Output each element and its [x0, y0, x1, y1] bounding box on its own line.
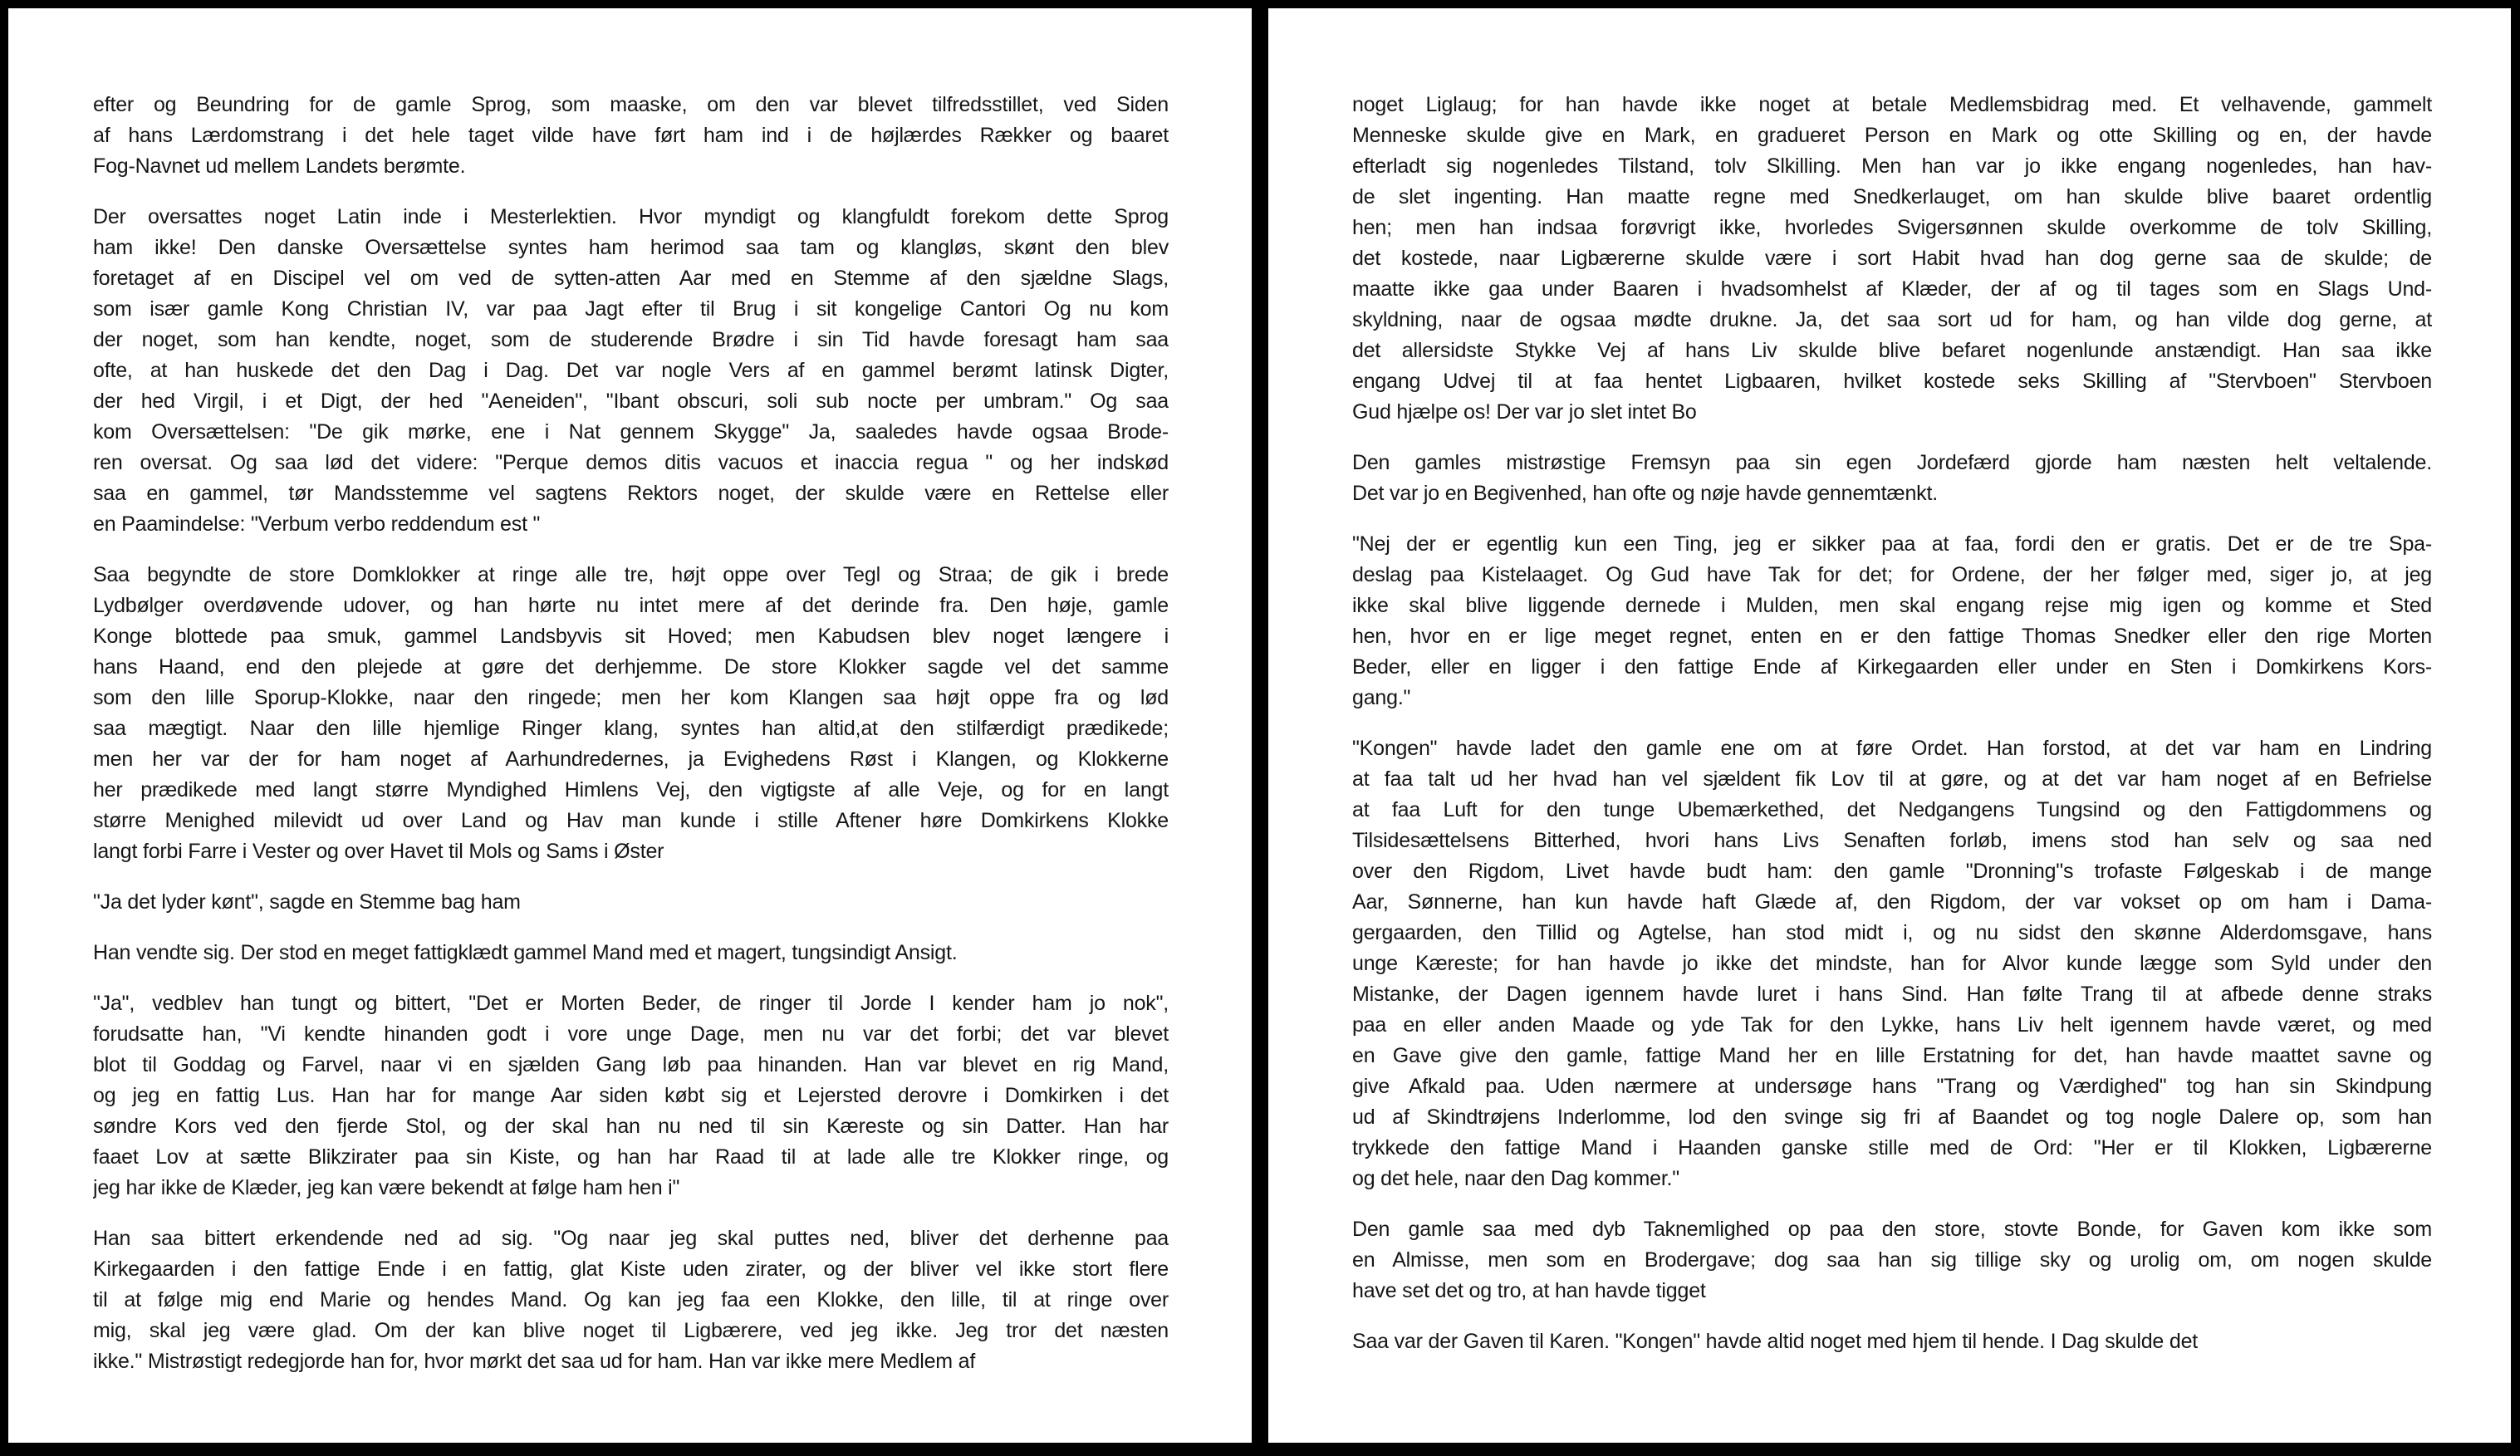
text-line: Saa var der Gaven til Karen. "Kongen" havde altid noget med hjem til hende. I Dag skulde det [1352, 1330, 2199, 1353]
text-line: langt forbi Farre i Vester og over Havet til Mols og Sams i Øster [93, 840, 664, 863]
text-line: Aar, Sønnerne, han kun havde haft Glæde af, den Rigdom, der var vokset op om ham i Dama- [1352, 890, 2432, 914]
text-line: en Paamindelse: "Verbum verbo reddendum est " [93, 512, 541, 536]
text-line: Det var jo en Begivenhed, han ofte og nøje havde gennemtænkt. [1352, 482, 1938, 505]
paragraph [1352, 733, 2432, 1194]
text-line: Menneske skulde give en Mark, en gradueret Person en Mark og otte Skilling og en, der havde [1352, 124, 2432, 147]
text-line: give Afkald paa. Uden nærmere at undersøge hans "Trang og Værdighed" tog han sin Skindpung [1352, 1075, 2432, 1098]
paragraph [1352, 448, 2432, 509]
text-line: jeg har ikke de Klæder, jeg kan være bekendt at følge ham hen i" [93, 1176, 680, 1199]
text-line: unge Kæreste; for han havde jo ikke det mindste, han for Alvor kunde lægge som Syld under den [1352, 952, 2432, 975]
text-line: søndre Kors ved den fjerde Stol, og der skal han nu ned til sin Kæreste og sin Datter. Han har [93, 1115, 1169, 1138]
text-line: gang." [1352, 686, 1411, 709]
text-line: have set det og tro, at han havde tigget [1352, 1279, 1706, 1302]
text-line: Fog-Navnet ud mellem Landets berømte. [93, 154, 466, 178]
text-line: en Gave give den gamle, fattige Mand her en lille Erstatning for det, han havde maattet savne og [1352, 1044, 2432, 1067]
text-line: hen; men han indsaa forøvrigt ikke, hvorledes Svigersønnen skulde overkomme de tolv Skilling, [1352, 216, 2432, 239]
text-line: større Menighed milevidt ud over Land og Hav man kunde i stille Aftener høre Domkirkens Klokke [93, 809, 1169, 832]
paragraph [93, 887, 1169, 918]
text-line: de slet ingenting. Han maatte regne med Snedkerlauget, om han skulde blive baaret ordentlig [1352, 185, 2432, 208]
text-line: og det hele, naar den Dag kommer." [1352, 1167, 1679, 1190]
text-line: mig, skal jeg være glad. Om der kan blive noget til Ligbærere, ved jeg ikke. Jeg tror det næsten [93, 1319, 1169, 1342]
text-line: Der oversattes noget Latin inde i Mesterlektien. Hvor myndigt og klangfuldt forekom dette Sprog [93, 205, 1169, 228]
text-line: ofte, at han huskede det den Dag i Dag. Det var nogle Vers af en gammel berømt latinsk Digter, [93, 359, 1169, 382]
text-line: som den lille Sporup-Klokke, naar den ringede; men her kom Klangen saa højt oppe fra og lød [93, 686, 1169, 709]
text-line: trykkede den fattige Mand i Haanden ganske stille med de Ord: "Her er til Klokken, Ligbærerne [1352, 1136, 2432, 1159]
text-line: engang Udvej til at faa hentet Ligbaaren, hvilket kostede seks Skilling af "Stervboen" Stervboen [1352, 370, 2432, 393]
text-line: Mistanke, der Dagen igennem havde luret i hans Sind. Han følte Trang til at afbede denne straks [1352, 983, 2432, 1006]
text-line: hans Haand, end den plejede at gøre det derhjemme. De store Klokker sagde vel det samme [93, 655, 1169, 679]
text-line: Konge blottede paa smuk, gammel Landsbyvis sit Hoved; men Kabudsen blev noget længere i [93, 625, 1169, 648]
paragraph [93, 988, 1169, 1204]
text-line: ikke skal blive liggende dernede i Mulden, men skal engang rejse mig igen og komme et Sted [1352, 594, 2432, 617]
text-line: Gud hjælpe os! Der var jo slet intet Bo [1352, 400, 1697, 424]
text-line: "Ja", vedblev han tungt og bittert, "Det er Morten Beder, de ringer til Jorde I kender ham jo nok", [93, 992, 1169, 1015]
text-line: efter og Beundring for de gamle Sprog, som maaske, om den var blevet tilfredsstillet, ved Siden [93, 93, 1169, 116]
page-left-text-column [93, 90, 1169, 1397]
text-line: Tilsidesættelsens Bitterhed, hvori hans Livs Senaften forløb, imens stod han selv og saa ned [1352, 829, 2432, 852]
paragraph [1352, 1326, 2432, 1357]
text-line: paa en eller anden Maade og yde Tak for den Lykke, hans Liv helt igennem havde været, og med [1352, 1013, 2432, 1037]
text-line: forudsatte han, "Vi kendte hinanden godt i vore unge Dage, men nu var det forbi; det var blevet [93, 1022, 1169, 1046]
text-line: ren oversat. Og saa lød det videre: "Perque demos ditis vacuos et inaccia regua " og her indskød [93, 451, 1169, 474]
paragraph [93, 202, 1169, 540]
text-line: foretaget af en Discipel vel om ved de sytten-atten Aar med en Stemme af den sjældne Slags, [93, 267, 1169, 290]
text-line: saa mægtigt. Naar den lille hjemlige Ringer klang, syntes han altid,at den stilfærdigt prædikede; [93, 717, 1169, 740]
text-line: "Ja det lyder kønt", sagde en Stemme bag ham [93, 890, 521, 914]
text-line: hen, hvor en er lige meget regnet, enten en er den fattige Thomas Snedker eller den rige Morten [1352, 625, 2432, 648]
text-line: at faa talt ud her hvad han vel sjældent fik Lov til at gøre, og at det var ham noget af en Befrielse [1352, 767, 2432, 791]
text-line: ikke." Mistrøstigt redegjorde han for, hvor mørkt det saa ud for ham. Han var ikke mere Medlem af [93, 1350, 976, 1373]
text-line: Den gamle saa med dyb Taknemlighed op paa den store, stovte Bonde, for Gaven kom ikke som [1352, 1218, 2432, 1241]
text-line: til at følge mig end Marie og hendes Mand. Og kan jeg faa een Klokke, den lille, til at ringe over [93, 1288, 1169, 1311]
page-right-text-column [1352, 90, 2432, 1377]
text-line: saa en gammel, tør Mandsstemme vel sagtens Rektors noget, der skulde være en Rettelse eller [93, 482, 1169, 505]
text-line: "Kongen" havde ladet den gamle ene om at føre Ordet. Han forstod, at det var ham en Lindring [1352, 737, 2432, 760]
text-line: maatte ikke gaa under Baaren i hvadsomhelst af Klæder, der af og til tages som en Slags Und- [1352, 277, 2432, 301]
text-line: Den gamles mistrøstige Fremsyn paa sin egen Jordefærd gjorde ham næsten helt veltalende. [1352, 451, 2432, 474]
text-line: deslag paa Kistelaaget. Og Gud have Tak for det; for Ordene, der her følger med, siger jo, at jeg [1352, 563, 2432, 586]
text-line: Han vendte sig. Der stod en meget fattigklædt gammel Mand med et magert, tungsindigt Ansigt. [93, 941, 958, 964]
scanned-page-left [8, 8, 1252, 1443]
text-line: af hans Lærdomstrang i det hele taget vilde have ført ham ind i de højlærdes Rækker og baaret [93, 124, 1169, 147]
text-line: her prædikede med langt større Myndighed Himlens Vej, den vigtigste af alle Veje, og for en langt [93, 778, 1169, 802]
paragraph [1352, 1214, 2432, 1306]
text-line: at faa Luft for den tunge Ubemærkethed, det Nedgangens Tungsind og den Fattigdommens og [1352, 798, 2432, 821]
text-line: noget Liglaug; for han havde ikke noget at betale Medlemsbidrag med. Et velhavende, gammelt [1352, 93, 2432, 116]
text-line: der noget, som han kendte, noget, som de studerende Brødre i sin Tid havde foresagt ham saa [93, 328, 1169, 351]
paragraph [93, 1223, 1169, 1377]
scanned-page-right [1268, 8, 2511, 1443]
text-line: "Nej der er egentlig kun een Ting, jeg er sikker paa at faa, fordi den er gratis. Det er de tre Spa- [1352, 532, 2432, 556]
text-line: faaet Lov at sætte Blikzirater paa sin Kiste, og han har Raad til at lade alle tre Klokker ringe, og [93, 1145, 1169, 1169]
text-line: Beder, eller en ligger i den fattige Ende af Kirkegaarden eller under en Sten i Domkirkens Kors- [1352, 655, 2432, 679]
text-line: blot til Goddag og Farvel, naar vi en sjælden Gang løb paa hinanden. Han var blevet en rig Mand, [93, 1053, 1169, 1076]
text-line: det kostede, naar Ligbærerne skulde være i sort Habit hvad han dog gerne saa de skulde; de [1352, 247, 2432, 270]
text-line: Lydbølger overdøvende udover, og han hørte nu intet mere af det derinde fra. Den høje, gamle [93, 594, 1169, 617]
paragraph [1352, 90, 2432, 428]
text-line: Saa begyndte de store Domklokker at ringe alle tre, højt oppe over Tegl og Straa; de gik i brede [93, 563, 1169, 586]
text-line: en Almisse, men som en Brodergave; dog saa han sig tillige sky og urolig om, om nogen skulde [1352, 1248, 2432, 1272]
text-line: der hed Virgil, i et Digt, der hed "Aeneiden", "Ibant obscuri, soli sub nocte per umbram." Og saa [93, 390, 1169, 413]
text-line: og jeg en fattig Lus. Han har for mange Aar siden købt sig et Lejersted derovre i Domkirken i det [93, 1084, 1169, 1107]
paragraph [1352, 529, 2432, 713]
text-line: kom Oversættelsen: "De gik mørke, ene i Nat gennem Skygge" Ja, saaledes havde ogsaa Brode- [93, 420, 1169, 444]
text-line: Han saa bittert erkendende ned ad sig. "Og naar jeg skal puttes ned, bliver det derhenne paa [93, 1227, 1169, 1250]
paragraph [93, 560, 1169, 867]
text-line: som især gamle Kong Christian IV, var paa Jagt efter til Brug i sit kongelige Cantori Og nu kom [93, 297, 1169, 321]
text-line: skyldning, naar de ogsaa mødte drukne. Ja, det saa sort ud for ham, og han vilde dog gerne, at [1352, 308, 2432, 331]
text-line: men her var der for ham noget af Aarhundredernes, ja Evighedens Røst i Klangen, og Klokkerne [93, 748, 1169, 771]
text-line: efterladt sig nogenledes Tilstand, tolv Slkilling. Men han var jo ikke engang nogenledes, han hav- [1352, 154, 2432, 178]
paragraph [93, 90, 1169, 182]
paragraph [93, 938, 1169, 968]
text-line: gergaarden, den Tillid og Agtelse, han stod midt i, og nu sidst den skønne Alderdomsgave, hans [1352, 921, 2432, 944]
text-line: det allersidste Stykke Vej af hans Liv skulde blive befaret nogenlunde anstændigt. Han saa ikke [1352, 339, 2432, 362]
text-line: ham ikke! Den danske Oversættelse syntes ham herimod saa tam og klangløs, skønt den blev [93, 236, 1169, 259]
text-line: ud af Skindtrøjens Inderlomme, lod den svinge sig fri af Baandet og tog nogle Dalere op, som han [1352, 1105, 2432, 1129]
text-line: Kirkegaarden i den fattige Ende i en fattig, glat Kiste uden zirater, og der bliver vel ikke stort flere [93, 1257, 1169, 1281]
text-line: over den Rigdom, Livet havde budt ham: den gamle "Dronning"s trofaste Følgeskab i de mange [1352, 860, 2432, 883]
